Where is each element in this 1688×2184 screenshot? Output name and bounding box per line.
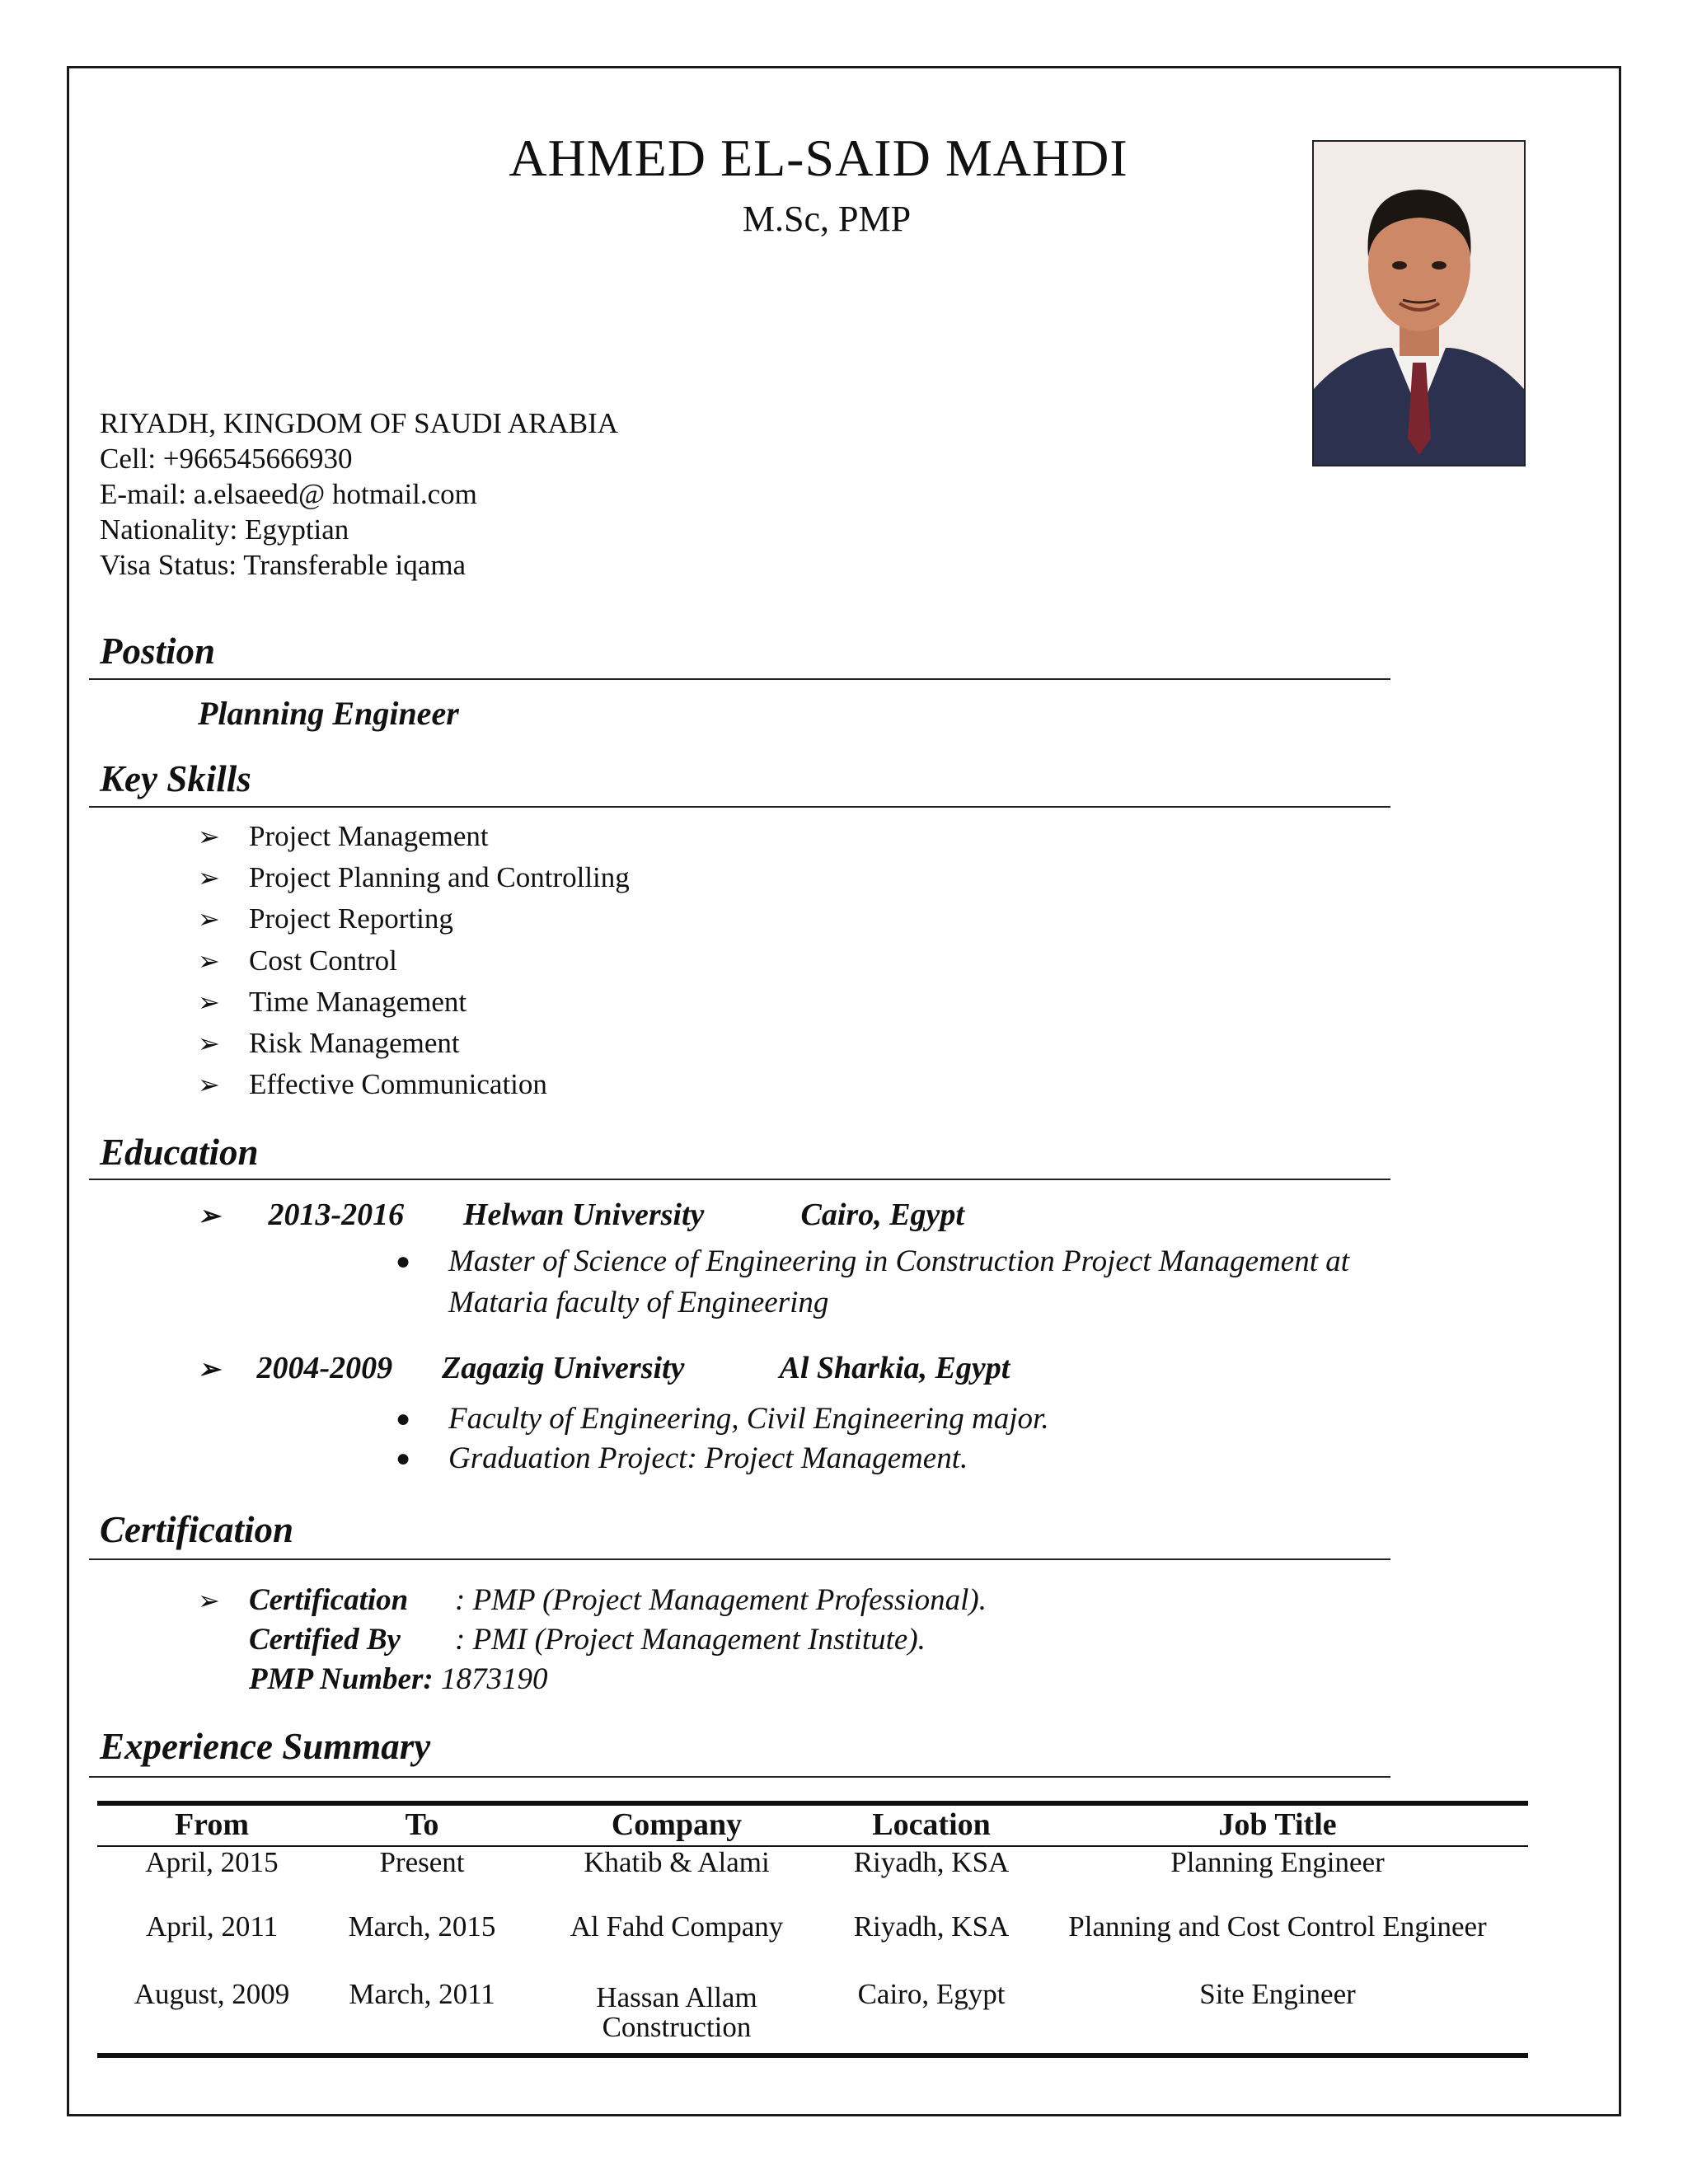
education-entry-header <box>198 1197 964 1233</box>
table-cell: Hassan Allam Construction <box>596 1981 757 2043</box>
address: RIYADH, KINGDOM OF SAUDI ARABIA <box>100 407 619 439</box>
profile-photo-illustration <box>1314 142 1524 465</box>
list-item: ● Faculty of Engineering, Civil Engineering major. <box>396 1399 1049 1439</box>
table-cell: April, 2015 <box>145 1846 279 1878</box>
column-header-from: From <box>174 1807 250 1842</box>
section-title-experience: Experience Summary <box>100 1726 431 1767</box>
list-item: ➢ Project Planning and Controlling <box>198 861 630 894</box>
profile-photo <box>1312 140 1526 466</box>
table-cell: Present <box>379 1846 465 1878</box>
list-item: ● Graduation Project: Project Management. <box>396 1439 1049 1479</box>
bullet-dot-icon: ● <box>396 1445 411 1472</box>
certification-block <box>198 1581 987 1699</box>
candidate-degree: M.Sc, PMP <box>742 199 912 239</box>
table-cell: Planning and Cost Control Engineer <box>1068 1910 1487 1943</box>
arrow-bullet-icon: ➢ <box>198 1201 220 1230</box>
table-cell: Al Fahd Company <box>570 1910 784 1943</box>
table-cell: March, 2015 <box>348 1910 496 1943</box>
education-years: 2013-2016 <box>268 1197 405 1232</box>
table-cell: Planning Engineer <box>1170 1846 1385 1878</box>
education-location: Cairo, Egypt <box>800 1197 964 1232</box>
education-details <box>396 1399 1049 1479</box>
education-details <box>396 1241 1349 1324</box>
list-item: ➢ Time Management <box>198 985 467 1018</box>
certified-by-row: Certified By : PMI (Project Management Institute). <box>249 1623 926 1657</box>
table-cell: Cairo, Egypt <box>857 1978 1006 2010</box>
column-header-to: To <box>405 1807 439 1842</box>
column-header-job-title: Job Title <box>1218 1807 1337 1842</box>
education-university: Zagazig University <box>442 1351 685 1385</box>
bullet-dot-icon: ● <box>396 1248 411 1275</box>
email: E-mail: a.elsaeed@ hotmail.com <box>100 478 477 510</box>
list-item: ➢ Risk Management <box>198 1027 460 1060</box>
arrow-bullet-icon: ➢ <box>198 987 220 1017</box>
table-cell: April, 2011 <box>145 1910 279 1943</box>
list-item: ● Master of Science of Engineering in Construction Project Management at <box>396 1241 1349 1282</box>
section-divider <box>89 1558 1390 1560</box>
table-cell: March, 2011 <box>349 1978 495 2010</box>
arrow-bullet-icon: ➢ <box>198 863 220 893</box>
section-title-certification: Certification <box>100 1509 293 1550</box>
list-item: ➢ Effective Communication <box>198 1068 547 1101</box>
skills-list <box>198 816 630 1105</box>
arrow-bullet-icon: ➢ <box>198 822 220 852</box>
arrow-bullet-icon: ➢ <box>198 1586 220 1615</box>
cell-phone: Cell: +966545666930 <box>100 443 353 475</box>
candidate-name: AHMED EL-SAID MAHDI <box>509 129 1128 187</box>
arrow-bullet-icon: ➢ <box>198 1029 220 1059</box>
table-cell: August, 2009 <box>134 1978 290 2010</box>
education-years: 2004-2009 <box>256 1351 393 1385</box>
table-cell: Site Engineer <box>1199 1978 1356 2010</box>
education-location: Al Sharkia, Egypt <box>779 1351 1010 1385</box>
arrow-bullet-icon: ➢ <box>198 1354 220 1384</box>
section-divider <box>89 1179 1390 1180</box>
arrow-bullet-icon: ➢ <box>198 945 220 976</box>
column-header-location: Location <box>872 1807 991 1842</box>
bullet-dot-icon: ● <box>396 1405 411 1432</box>
table-cell: Riyadh, KSA <box>853 1846 1010 1878</box>
pmp-number-row: PMP Number: 1873190 <box>249 1662 548 1696</box>
section-title-education: Education <box>100 1132 259 1173</box>
arrow-bullet-icon: ➢ <box>198 904 220 935</box>
list-item: ➢ Project Management <box>198 820 489 853</box>
table-bottom-border <box>97 2053 1528 2058</box>
nationality: Nationality: Egyptian <box>100 513 349 546</box>
table-cell: Riyadh, KSA <box>853 1910 1010 1943</box>
table-top-border <box>97 1801 1528 1806</box>
education-university: Helwan University <box>463 1197 705 1232</box>
column-header-company: Company <box>611 1807 743 1842</box>
section-divider <box>89 806 1390 808</box>
table-cell: Khatib & Alami <box>584 1846 770 1878</box>
certification-row: ➢ Certification : PMP (Project Management Professional). <box>198 1581 987 1620</box>
contact-info <box>100 405 618 583</box>
section-divider <box>89 1776 1390 1778</box>
section-title-key-skills: Key Skills <box>100 758 251 799</box>
list-item: Mataria faculty of Engineering <box>448 1286 829 1319</box>
visa-status: Visa Status: Transferable iqama <box>100 549 467 581</box>
section-divider <box>89 678 1390 680</box>
education-entry-header <box>198 1350 1010 1386</box>
arrow-bullet-icon: ➢ <box>198 1070 220 1100</box>
list-item: ➢ Cost Control <box>198 944 397 977</box>
list-item: ➢ Project Reporting <box>198 902 453 935</box>
position-value: Planning Engineer <box>198 695 459 732</box>
section-title-position: Postion <box>100 630 216 672</box>
